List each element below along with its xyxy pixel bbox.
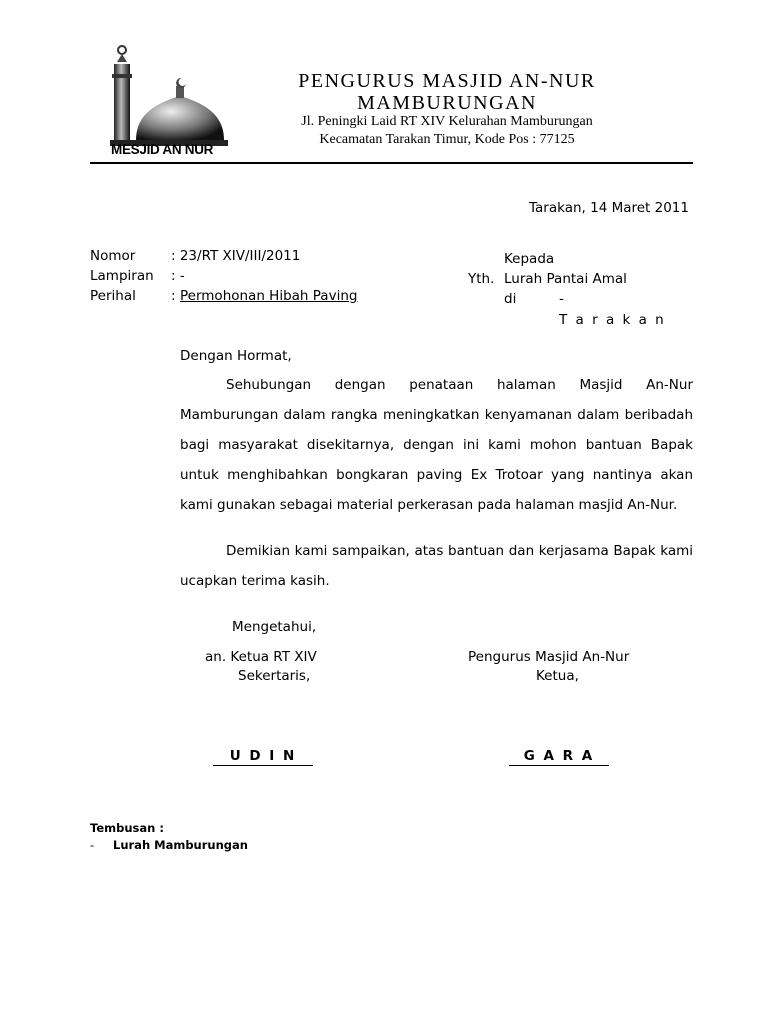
org-name-line1: PENGURUS MASJID AN-NUR bbox=[298, 70, 596, 92]
address-line2: Kecamatan Tarakan Timur, Kode Pos : 77125 bbox=[319, 132, 575, 147]
recipient-name: Lurah Pantai Amal bbox=[504, 271, 627, 287]
header-divider bbox=[90, 162, 693, 164]
recipient-yth: Yth. bbox=[468, 271, 495, 287]
perihal-label: Perihal bbox=[90, 288, 136, 304]
paragraph1-first-line: Sehubungan dengan penataan halaman Masjid An-Nur bbox=[226, 377, 693, 393]
perihal-value: Permohonan Hibah Paving bbox=[180, 288, 358, 304]
recipient-dash: - bbox=[559, 291, 564, 307]
mengetahui-label: Mengetahui, bbox=[232, 619, 317, 635]
recipient-di: di bbox=[504, 291, 517, 307]
left-signer-role2: Sekertaris, bbox=[238, 668, 311, 684]
nomor-value: : 23/RT XIV/III/2011 bbox=[171, 248, 301, 264]
tembusan-item: Lurah Mamburungan bbox=[113, 838, 248, 852]
recipient-city: T a r a k a n bbox=[559, 312, 666, 328]
paragraph1-body: Mamburungan dalam rangka meningkatkan kenyamanan dalam beribadah bagi masyarakat disekitarnya, dengan ini kami mohon bantuan Bapak untuk menghibahkan bongkaran paving Ex Trotoar yang nantinya akan kami gunakan sebagai material perkerasan pada halaman masjid An-Nur. bbox=[180, 407, 693, 513]
letter-date: Tarakan, 14 Maret 2011 bbox=[529, 200, 689, 216]
logo-text: MESJID AN NUR bbox=[111, 142, 214, 157]
right-signature-line bbox=[509, 765, 609, 766]
paragraph2-first-line: Demikian kami sampaikan, atas bantuan dan kerjasama Bapak kami bbox=[226, 543, 693, 559]
org-name-line2: MAMBURUNGAN bbox=[357, 92, 537, 114]
tembusan-dash: - bbox=[90, 838, 95, 852]
left-signature-line bbox=[213, 765, 313, 766]
recipient-kepada: Kepada bbox=[504, 251, 555, 267]
lampiran-label: Lampiran bbox=[90, 268, 154, 284]
right-signer-name: G A R A bbox=[523, 748, 595, 764]
right-signer-role2: Ketua, bbox=[536, 668, 579, 684]
greeting: Dengan Hormat, bbox=[180, 348, 292, 364]
right-signer-role1: Pengurus Masjid An-Nur bbox=[468, 649, 630, 665]
tembusan-label: Tembusan : bbox=[90, 821, 164, 835]
address-line1: Jl. Peningki Laid RT XIV Kelurahan Mamburungan bbox=[301, 114, 593, 129]
lampiran-value: : - bbox=[171, 268, 185, 284]
left-signer-name: U D I N bbox=[229, 748, 297, 764]
nomor-label: Nomor bbox=[90, 248, 136, 264]
perihal-colon: : bbox=[171, 288, 176, 304]
paragraph2-body: ucapkan terima kasih. bbox=[180, 573, 330, 589]
left-signer-role1: an. Ketua RT XIV bbox=[205, 649, 317, 665]
